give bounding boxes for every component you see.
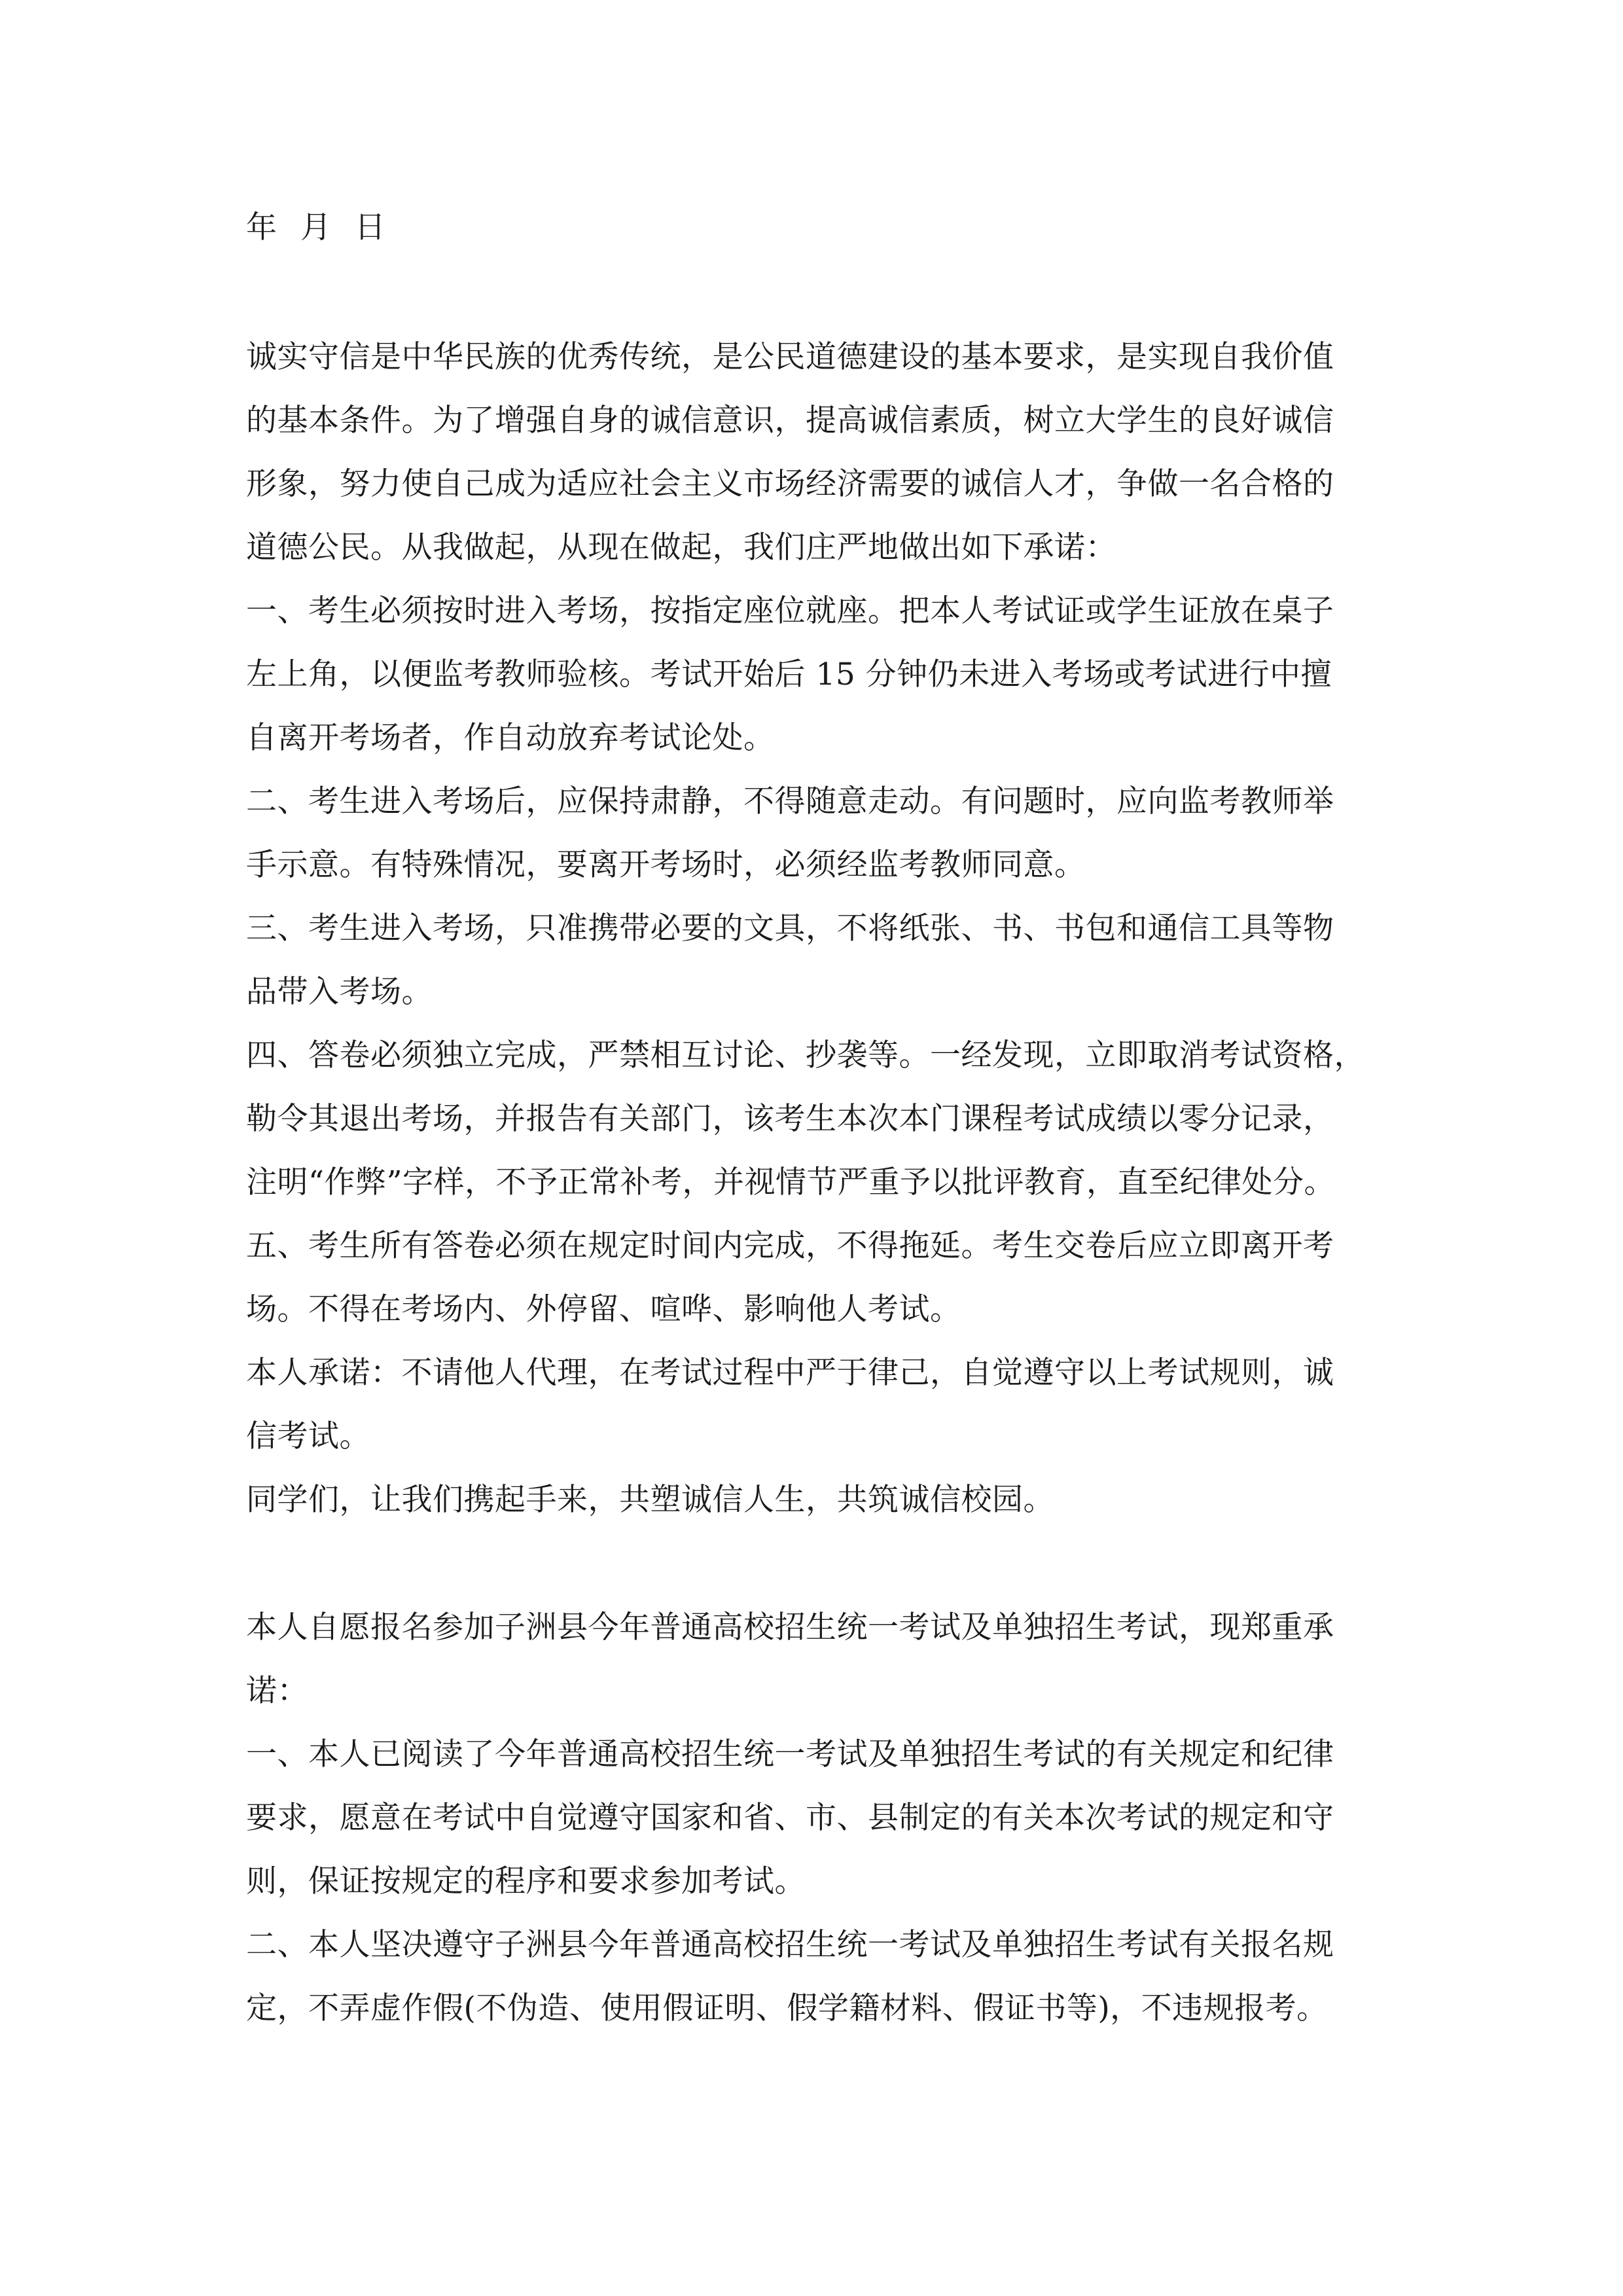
- paragraph-line: 形象，努力使自己成为适应社会主义市场经济需要的诚信人才，争做一名合格的: [246, 466, 1334, 502]
- paragraph-line: 四、答卷必须独立完成，严禁相互讨论、抄袭等。一经发现，立即取消考试资格，: [246, 1037, 1365, 1073]
- paragraph-line: 诚实守信是中华民族的优秀传统，是公民道德建设的基本要求，是实现自我价值: [246, 339, 1334, 375]
- date-line: 年 月 日: [246, 209, 386, 245]
- paragraph-line: 勒令其退出考场，并报告有关部门，该考生本次本门课程考试成绩以零分记录，: [246, 1101, 1334, 1137]
- paragraph-line: 二、考生进入考场后，应保持肃静，不得随意走动。有问题时，应向监考教师举: [246, 783, 1334, 819]
- paragraph-line: 一、考生必须按时进入考场，按指定座位就座。把本人考试证或学生证放在桌子: [246, 593, 1334, 629]
- paragraph-line: 三、考生进入考场，只准携带必要的文具，不将纸张、书、书包和通信工具等物: [246, 910, 1334, 946]
- paragraph-line: 诺：: [246, 1673, 308, 1709]
- paragraph-line: 场。不得在考场内、外停留、喧哗、影响他人考试。: [246, 1291, 961, 1327]
- paragraph-line: 手示意。有特殊情况，要离开考场时，必须经监考教师同意。: [246, 847, 1086, 883]
- paragraph-line: 注明“作弊”字样，不予正常补考，并视情节严重予以批评教育，直至纪律处分。: [246, 1164, 1336, 1200]
- paragraph-line: 二、本人坚决遵守子洲县今年普通高校招生统一考试及单独招生考试有关报名规: [246, 1927, 1334, 1963]
- paragraph-line: 左上角，以便监考教师验核。考试开始后 15 分钟仍未进入考场或考试进行中擅: [246, 656, 1332, 692]
- paragraph-line: 的基本条件。为了增强自身的诚信意识，提高诚信素质，树立大学生的良好诚信: [246, 403, 1334, 439]
- paragraph-line: 一、本人已阅读了今年普通高校招生统一考试及单独招生考试的有关规定和纪律: [246, 1736, 1334, 1772]
- paragraph-line: 定，不弄虚作假(不伪造、使用假证明、假学籍材料、假证书等)，不违规报考。: [246, 1990, 1328, 2026]
- paragraph-line: 自离开考场者，作自动放弃考试论处。: [246, 720, 775, 756]
- paragraph-line: 要求，愿意在考试中自觉遵守国家和省、市、县制定的有关本次考试的规定和守: [246, 1800, 1334, 1836]
- paragraph-line: 五、考生所有答卷必须在规定时间内完成，不得拖延。考生交卷后应立即离开考: [246, 1228, 1334, 1264]
- paragraph-line: 则，保证按规定的程序和要求参加考试。: [246, 1863, 806, 1899]
- paragraph-line: 同学们，让我们携起手来，共塑诚信人生，共筑诚信校园。: [246, 1482, 1054, 1518]
- paragraph-line: 本人承诺：不请他人代理，在考试过程中严于律己，自觉遵守以上考试规则，诚: [246, 1355, 1334, 1391]
- paragraph-line: 道德公民。从我做起，从现在做起，我们庄严地做出如下承诺：: [246, 529, 1116, 565]
- paragraph-line: 本人自愿报名参加子洲县今年普通高校招生统一考试及单独招生考试，现郑重承: [246, 1609, 1334, 1645]
- paragraph-line: 信考试。: [246, 1418, 370, 1454]
- paragraph-line: 品带入考场。: [246, 974, 433, 1010]
